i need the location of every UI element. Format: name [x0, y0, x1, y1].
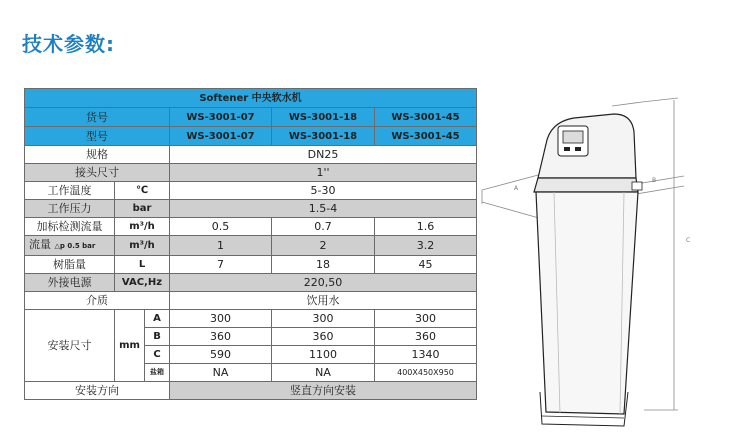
cell-value: 0.5 — [170, 218, 272, 236]
table-row-spec — [25, 146, 477, 164]
cell-value: 300 — [170, 310, 272, 328]
row-label: 外接电源 — [25, 274, 115, 292]
row-label: 规格 — [25, 146, 170, 164]
cell-value: 0.7 — [272, 218, 375, 236]
cell-value: WS-3001-18 — [272, 127, 375, 146]
cell-value: WS-3001-07 — [170, 108, 272, 127]
flow-condition: △p 0.5 bar — [54, 242, 96, 250]
table-row-install-a — [25, 310, 477, 328]
cell-value: 220,50 — [170, 274, 477, 292]
cell-value: 300 — [272, 310, 375, 328]
table-row-model — [25, 127, 477, 146]
dim-key: A — [145, 310, 170, 328]
cell-value: 1340 — [375, 346, 477, 364]
dimension-label-b: B — [652, 177, 657, 184]
table-row-pressure — [25, 200, 477, 218]
cell-value: 5-30 — [170, 182, 477, 200]
cell-value: 7 — [170, 256, 272, 274]
row-label: 安装方向 — [25, 382, 170, 400]
table-row-direction — [25, 382, 477, 400]
cell-value: 1.5-4 — [170, 200, 477, 218]
unit-label: bar — [115, 200, 170, 218]
table-banner: Softener 中央软水机 — [25, 89, 477, 108]
row-label: 加标检测流量 — [25, 218, 115, 236]
dimension-label-c: C — [686, 237, 691, 244]
cell-value: 360 — [375, 328, 477, 346]
cell-value: 400X450X950 — [375, 364, 477, 382]
unit-label: m³/h — [115, 236, 170, 256]
row-label: 树脂量 — [25, 256, 115, 274]
cell-value: WS-3001-18 — [272, 108, 375, 127]
dim-key: 盐箱 — [145, 364, 170, 382]
dimension-label-a: A — [514, 185, 519, 192]
unit-label: L — [115, 256, 170, 274]
table-row-temperature — [25, 182, 477, 200]
table-row-flow — [25, 236, 477, 256]
cell-value: 竖直方向安装 — [170, 382, 477, 400]
cell-value: 3.2 — [375, 236, 477, 256]
cell-value: 18 — [272, 256, 375, 274]
dim-key: B — [145, 328, 170, 346]
softener-unit — [534, 114, 642, 426]
cell-value: 1 — [170, 236, 272, 256]
row-label: 型号 — [25, 127, 170, 146]
cell-value: 360 — [170, 328, 272, 346]
cell-value: NA — [272, 364, 375, 382]
table-row-medium — [25, 292, 477, 310]
row-label: 工作压力 — [25, 200, 115, 218]
table-banner-row — [25, 89, 477, 108]
unit-label: VAC,Hz — [115, 274, 170, 292]
row-label: 工作温度 — [25, 182, 115, 200]
page-title: 技术参数: — [22, 32, 115, 56]
cell-value: 饮用水 — [170, 292, 477, 310]
cell-value: 1'' — [170, 164, 477, 182]
unit-label: mm — [115, 310, 145, 382]
row-label: 流量 — [29, 238, 51, 251]
spec-table — [24, 88, 477, 400]
row-label: 货号 — [25, 108, 170, 127]
cell-value: 45 — [375, 256, 477, 274]
softener-dimension-drawing — [474, 92, 734, 432]
cell-value: DN25 — [170, 146, 477, 164]
row-label: 安装尺寸 — [25, 310, 115, 382]
cell-value: 2 — [272, 236, 375, 256]
cell-value: NA — [170, 364, 272, 382]
row-label-flow — [25, 236, 115, 256]
cell-value: 1.6 — [375, 218, 477, 236]
row-label: 接头尺寸 — [25, 164, 170, 182]
dim-key: C — [145, 346, 170, 364]
cell-value: 590 — [170, 346, 272, 364]
unit-label: m³/h — [115, 218, 170, 236]
table-row-test-flow — [25, 218, 477, 236]
table-row-resin — [25, 256, 477, 274]
row-label: 介质 — [25, 292, 170, 310]
table-row-power — [25, 274, 477, 292]
cell-value: WS-3001-45 — [375, 127, 477, 146]
table-row-connector — [25, 164, 477, 182]
cell-value: 1100 — [272, 346, 375, 364]
cell-value: WS-3001-45 — [375, 108, 477, 127]
table-row-goods-number — [25, 108, 477, 127]
cell-value: 360 — [272, 328, 375, 346]
cell-value: 300 — [375, 310, 477, 328]
cell-value: WS-3001-07 — [170, 127, 272, 146]
unit-label: ℃ — [115, 182, 170, 200]
